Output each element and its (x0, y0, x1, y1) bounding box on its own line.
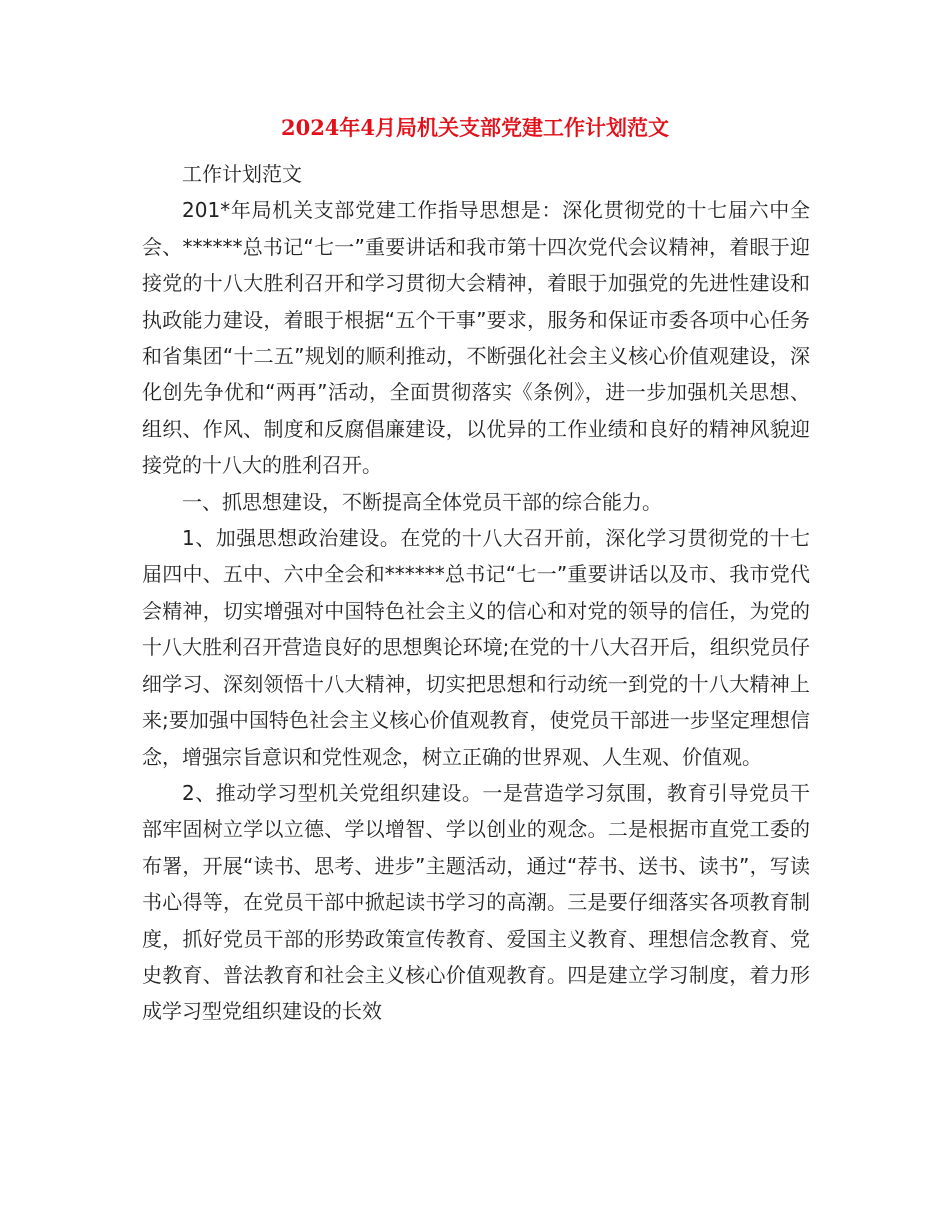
learning-organization-paragraph: 2、推动学习型机关党组织建设。一是营造学习氛围，教育引导党员干部牢固树立学以立德、学以增智、学以创业的观念。二是根据市直党工委的布署，开展“读书、思考、进步”主题活动，通过“荐书、送书、读书”，写读书心得等，在党员干部中掀起读书学习的高潮。三是要仔细落实各项教育制度，抓好党员干部的形势政策宣传教育、爱国主义教育、理想信念教育、党史教育、普法教育和社会主义核心价值观教育。四是建立学习制度，着力形成学习型党组织建设的长效 (142, 780, 810, 1024)
section-heading-ideological-building: 一、抓思想建设，不断提高全体党员干部的综合能力。 (182, 489, 662, 514)
document-title: 2024年4月局机关支部党建工作计划范文 (280, 115, 670, 140)
political-building-paragraph: 1、加强思想政治建设。在党的十八大召开前，深化学习贯彻党的十七届四中、五中、六中全会和******总书记“七一”重要讲话以及市、我市党代会精神，切实增强对中国特色社会主义的信心和对党的领导的信任，为党的十八大胜利召开营造良好的思想舆论环境;在党的十八大召开后，组织党员仔细学习、深刻领悟十八大精神，切实把思想和行动统一到党的十八大精神上来;要加强中国特色社会主义核心价值观教育，使党员干部进一步坚定理想信念，增强宗旨意识和党性观念，树立正确的世界观、人生观、价值观。 (142, 526, 810, 769)
subtitle-paragraph: 工作计划范文 (182, 162, 302, 186)
guiding-ideology-paragraph: 201*年局机关支部党建工作指导思想是：深化贯彻党的十七届六中全会、******总书记“七一”重要讲话和我市第十四次党代会议精神，着眼于迎接党的十八大胜利召开和学习贯彻大会精神，着眼于加强党的先进性建设和执政能力建设，着眼于根据“五个干事”要求，服务和保证市委各项中心任务和省集团“十二五”规划的顺利推动，不断强化社会主义核心价值观建设，深化创先争优和“两再”活动，全面贯彻落实《条例》，进一步加强机关思想、组织、作风、制度和反腐倡廉建设，以优异的工作业绩和良好的精神风貌迎接党的十八大的胜利召开。 (142, 198, 810, 478)
document-body (142, 156, 810, 1030)
